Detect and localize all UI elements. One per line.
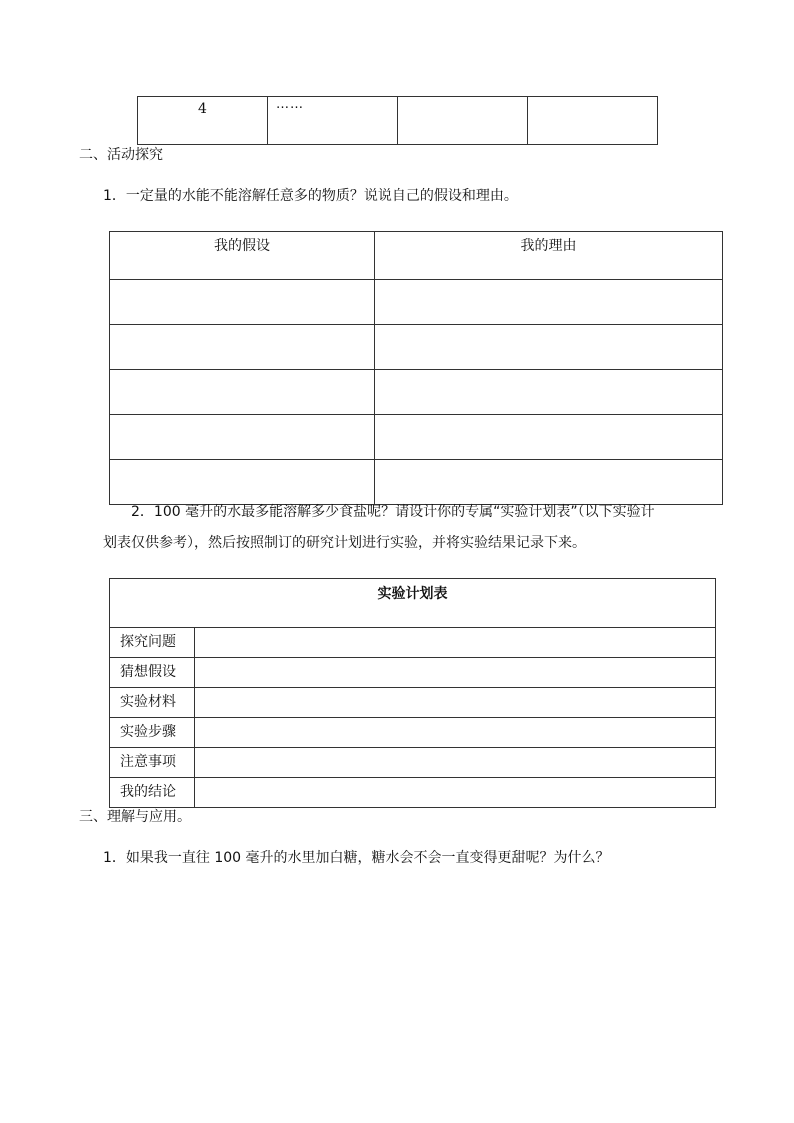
hypothesis-input-cell[interactable] bbox=[110, 415, 375, 460]
empty-cell bbox=[528, 97, 658, 145]
plan-input-cell[interactable] bbox=[195, 628, 716, 658]
plan-input-cell[interactable] bbox=[195, 778, 716, 808]
empty-cell bbox=[398, 97, 528, 145]
table-row bbox=[110, 628, 716, 658]
reason-input-cell[interactable] bbox=[375, 325, 723, 370]
plan-input-cell[interactable] bbox=[195, 748, 716, 778]
question-2-2-line1: 2．100 毫升的水最多能溶解多少食盐呢？请设计你的专属“实验计划表”（以下实验计 bbox=[131, 504, 655, 520]
row-label: 实验步骤 bbox=[110, 718, 195, 748]
previous-table bbox=[137, 96, 658, 145]
plan-input-cell[interactable] bbox=[195, 658, 716, 688]
table-row bbox=[110, 718, 716, 748]
question-3-1: 1．如果我一直往 100 毫升的水里加白糖，糖水会不会一直变得更甜呢？为什么？ bbox=[103, 850, 610, 866]
table-row bbox=[110, 748, 716, 778]
plan-input-cell[interactable] bbox=[195, 688, 716, 718]
hypothesis-input-cell[interactable] bbox=[110, 280, 375, 325]
reason-header: 我的理由 bbox=[375, 232, 723, 280]
section-heading-3: 三、理解与应用。 bbox=[79, 809, 191, 825]
table-row bbox=[110, 778, 716, 808]
table-row bbox=[110, 415, 723, 460]
reason-input-cell[interactable] bbox=[375, 280, 723, 325]
table-title-row bbox=[110, 579, 716, 628]
section-heading-2: 二、活动探究 bbox=[79, 147, 163, 163]
hypothesis-input-cell[interactable] bbox=[110, 325, 375, 370]
row-number-cell: 4 bbox=[138, 97, 268, 145]
question-2-1: 1．一定量的水能不能溶解任意多的物质？说说自己的假设和理由。 bbox=[103, 188, 518, 204]
table-row bbox=[110, 370, 723, 415]
table-row bbox=[110, 658, 716, 688]
hypothesis-header: 我的假设 bbox=[110, 232, 375, 280]
hypothesis-input-cell[interactable] bbox=[110, 370, 375, 415]
row-label: 猜想假设 bbox=[110, 658, 195, 688]
table-row bbox=[110, 688, 716, 718]
table-row bbox=[110, 325, 723, 370]
row-label: 探究问题 bbox=[110, 628, 195, 658]
row-label: 实验材料 bbox=[110, 688, 195, 718]
plan-table-title: 实验计划表 bbox=[110, 579, 716, 628]
row-label: 我的结论 bbox=[110, 778, 195, 808]
row-label: 注意事项 bbox=[110, 748, 195, 778]
question-2-2-line2: 划表仅供参考），然后按照制订的研究计划进行实验，并将实验结果记录下来。 bbox=[103, 535, 586, 551]
table-row bbox=[138, 97, 658, 145]
ellipsis-cell: …… bbox=[268, 97, 398, 145]
hypothesis-table bbox=[109, 231, 723, 505]
table-row bbox=[110, 280, 723, 325]
reason-input-cell[interactable] bbox=[375, 415, 723, 460]
plan-input-cell[interactable] bbox=[195, 718, 716, 748]
experiment-plan-table bbox=[109, 578, 716, 808]
reason-input-cell[interactable] bbox=[375, 370, 723, 415]
table-header-row bbox=[110, 232, 723, 280]
